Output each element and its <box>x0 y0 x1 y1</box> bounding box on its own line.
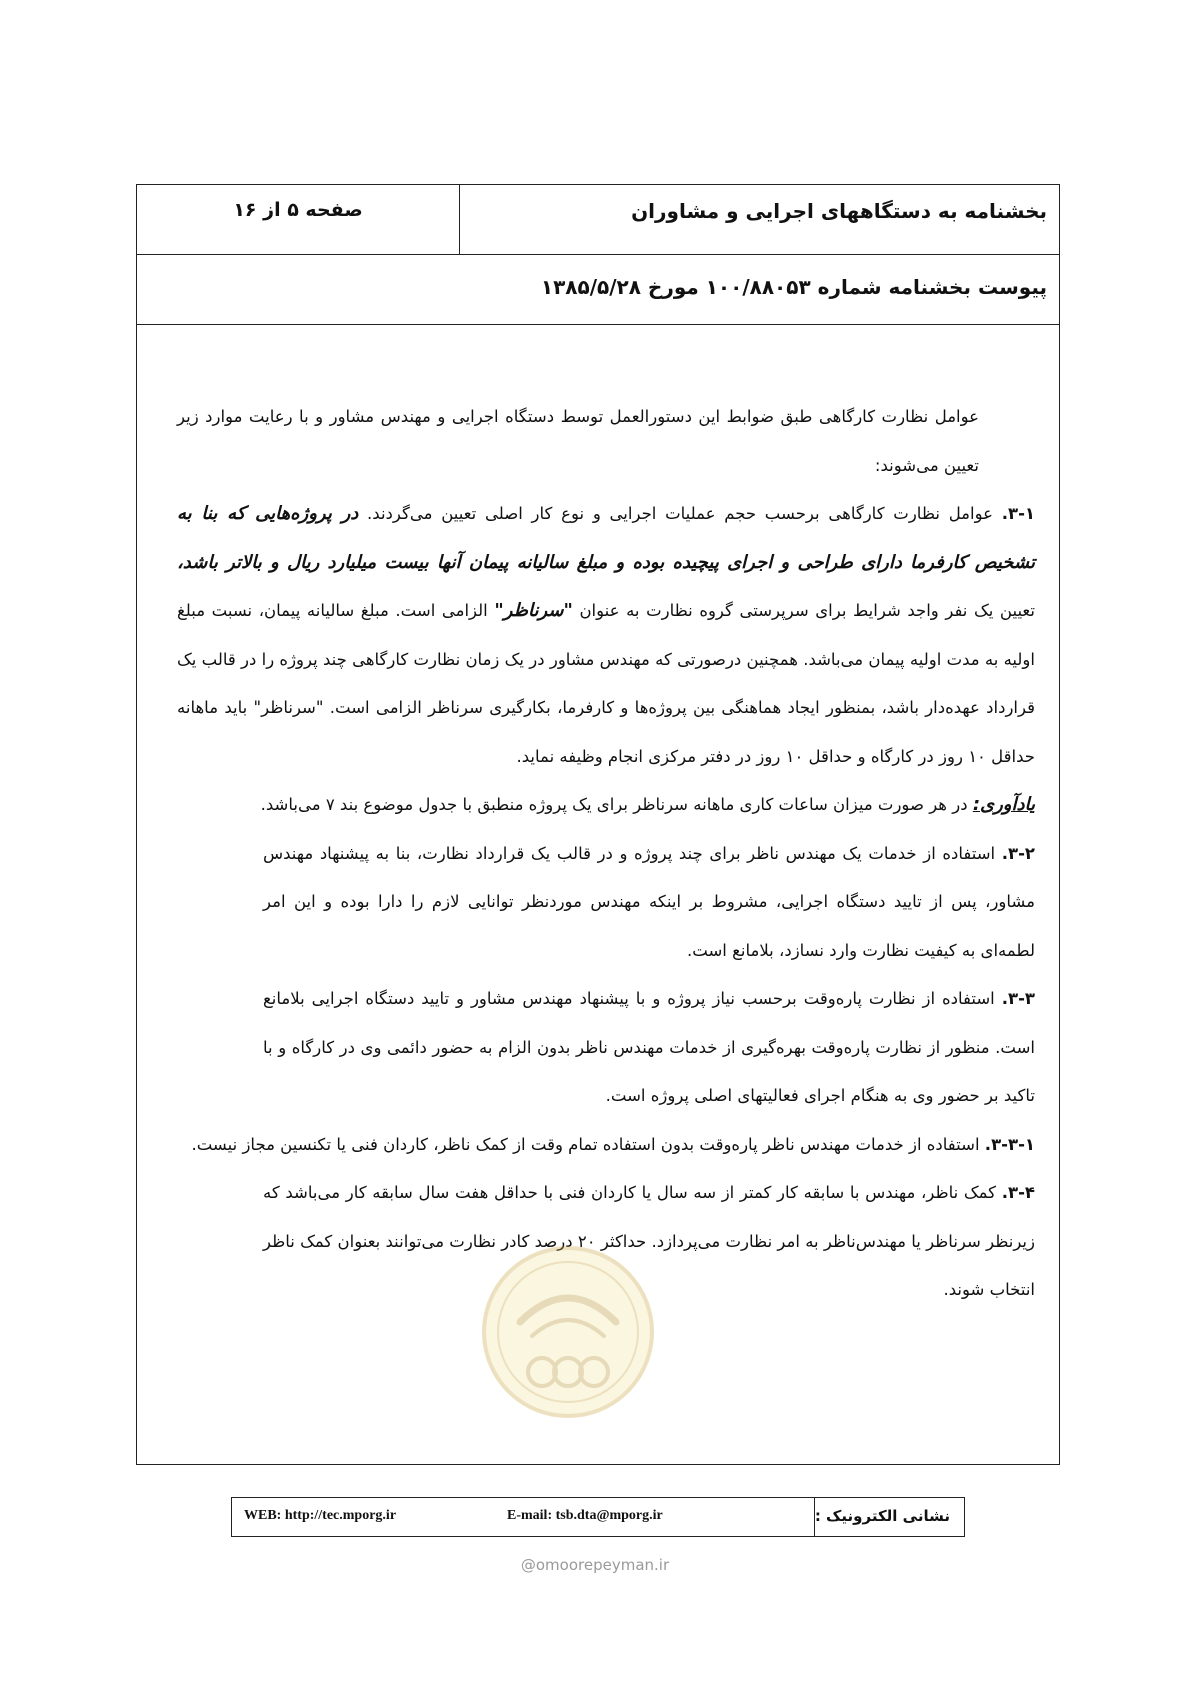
section-3-1-quote: "سرناظر" <box>494 600 573 621</box>
section-3-3-1-number: ۳-۳-۱. <box>984 1134 1035 1154</box>
circular-title: بخشنامه به دستگاههای اجرایی و مشاوران <box>631 199 1047 223</box>
section-3-3-1 <box>177 1121 1035 1170</box>
email-address[interactable]: E-mail: tsb.dta@mporg.ir <box>507 1508 663 1523</box>
section-3-3-text: استفاده از نظارت پاره‌وقت برحسب نیاز پروژه و با پیشنهاد مهندس مشاور و تایید دستگاه اجرایی بلامانع است. منظور از نظارت پاره‌وقت بهره‌گیری از خدمات مهندس ناظر بدون الزام به حضور دائمی وی در کارگاه و با تاکید بر حضور وی به هنگام اجرای فعالیتهای اصلی پروژه است. <box>263 989 1035 1105</box>
header-divider <box>459 185 460 255</box>
section-3-3-1-text: استفاده از خدمات مهندس ناظر پاره‌وقت بدون استفاده تمام وقت از کمک ناظر، کاردان فنی یا تکنسین مجاز نیست. <box>191 1134 985 1154</box>
note-label: یادآوری: <box>972 794 1035 815</box>
attachment-reference: پیوست بخشنامه شماره ۱۰۰/۸۸۰۵۳ مورخ ۱۳۸۵/۵/۲۸ <box>540 275 1047 299</box>
section-3-1-emphasis: در پروژه‌هایی که بنا به تشخیص کارفرما دارای طراحی و اجرای پیچیده بوده و مبلغ سالیانه پیمان آنها بیست میلیارد ریال و بالاتر باشد، <box>177 503 1035 573</box>
section-3-3 <box>177 975 1035 1121</box>
document-body <box>177 393 1035 1315</box>
section-3-1 <box>177 490 1035 781</box>
section-3-1-text-b: تعیین یک نفر واجد شرایط برای سرپرستی گروه نظارت به عنوان <box>572 601 1035 620</box>
header-row <box>137 185 1059 255</box>
electronic-address-label: نشانی الکترونیک : <box>814 1507 950 1525</box>
section-3-4-text: کمک ناظر، مهندس با سابقه کار کمتر از سه سال یا کاردان فنی با حداقل هفت سال سابقه کار می‌باشد که زیرنظر سرناظر یا مهندس‌ناظر به امر نظارت می‌پردازد. حداکثر ۲۰ درصد کادر نظارت می‌توانند بعنوان کمک ناظر انتخاب شوند. <box>263 1183 1035 1299</box>
note-text: در هر صورت میزان ساعات کاری ماهانه سرناظر برای یک پروژه منطبق با جدول موضوع بند ۷ می‌باشد. <box>260 795 973 814</box>
web-address[interactable]: WEB: http://tec.mporg.ir <box>244 1508 397 1523</box>
page-number: صفحه ۵ از ۱۶ <box>233 199 363 221</box>
section-3-1-text-c: الزامی است. مبلغ سالیانه پیمان، نسبت مبلغ اولیه به مدت اولیه پیمان می‌باشد. همچنین درصورتی که مهندس مشاور در یک زمان نظارت کارگاهی چند پروژه را در قالب یک قرارداد عهده‌دار باشد، بمنظور ایجاد هماهنگی بین پروژه‌ها و کارفرما، بکارگیری سرناظر الزامی است. "سرناظر" باید ماهانه حداقل ۱۰ روز در کارگاه و حداقل ۱۰ روز در دفتر مرکزی انجام وظیفه نماید. <box>177 601 1035 766</box>
section-3-4-number: ۳-۴. <box>1001 1183 1035 1202</box>
site-watermark: @omoorepeyman.ir <box>520 1556 670 1574</box>
section-3-1-text-a: عوامل نظارت کارگاهی برحسب حجم عملیات اجرایی و نوع کار اصلی تعیین می‌گردند. <box>358 504 1002 523</box>
section-3-2-number: ۳-۲. <box>1001 843 1035 863</box>
intro-text: عوامل نظارت کارگاهی طبق ضوابط این دستورالعمل توسط دستگاه اجرایی و مهندس مشاور و با رعایت موارد زیر تعیین می‌شوند: <box>177 407 979 475</box>
section-3-2 <box>177 830 1035 976</box>
footer-contact-box <box>231 1497 965 1537</box>
note-paragraph <box>177 781 1035 830</box>
attachment-row <box>137 255 1059 325</box>
section-3-2-text: استفاده از خدمات یک مهندس ناظر برای چند پروژه و در قالب یک قرارداد نظارت، بنا به پیشنهاد مهندس مشاور، پس از تایید دستگاه اجرایی، مشروط بر اینکه مهندس موردنظر توانایی لازم را دارا بوده و این امر لطمه‌ای به کیفیت نظارت وارد نسازد، بلامانع است. <box>263 843 1035 960</box>
intro-paragraph <box>177 393 1035 490</box>
section-3-3-number: ۳-۳. <box>1001 989 1035 1008</box>
omoor-peyman-seal-icon <box>480 1244 656 1420</box>
section-3-1-number: ۳-۱. <box>1001 504 1036 523</box>
